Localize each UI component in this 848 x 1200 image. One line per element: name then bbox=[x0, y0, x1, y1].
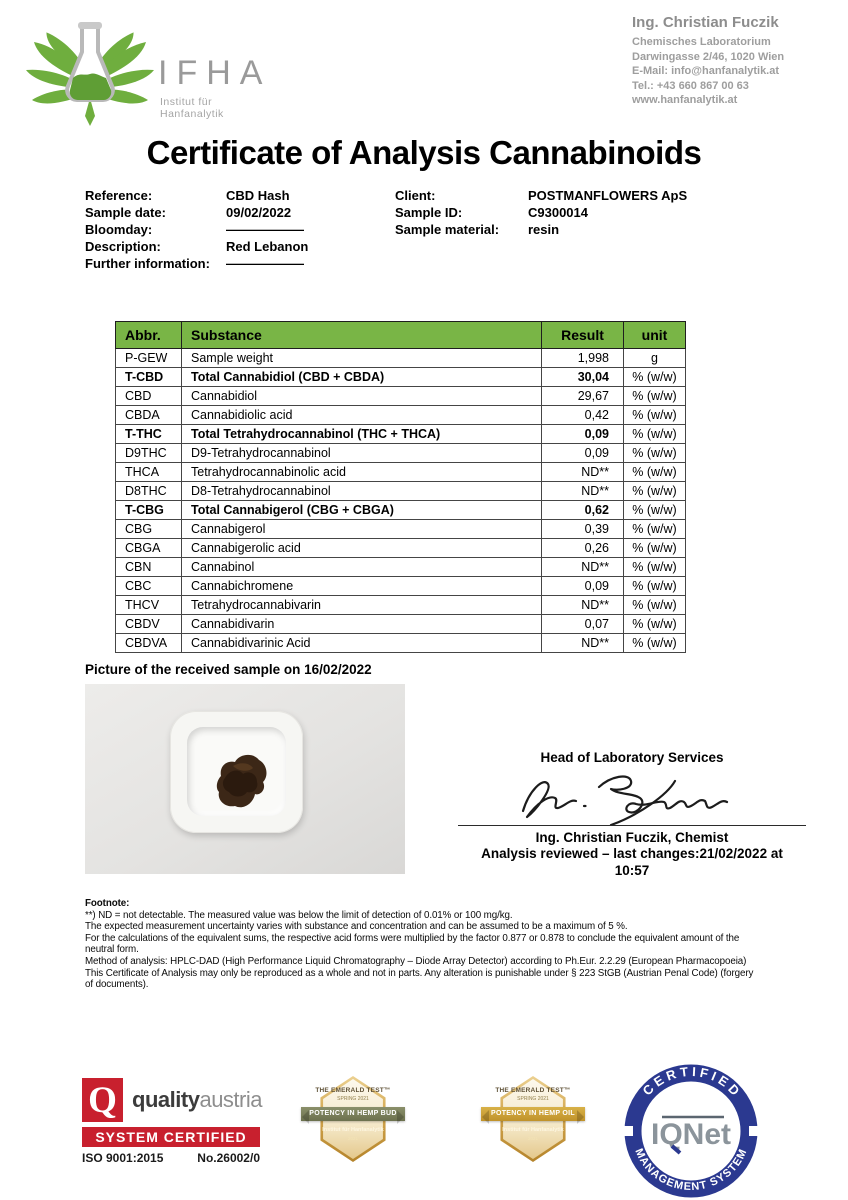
table-row bbox=[116, 558, 686, 577]
cell-res: 0,09 bbox=[542, 577, 624, 596]
cell-unit: % (w/w) bbox=[624, 520, 686, 539]
cell-abbr: CBDVA bbox=[116, 634, 182, 653]
cell-abbr: THCA bbox=[116, 463, 182, 482]
emerald-test-badge-hemp-bud: THE EMERALD TEST™ SPRING 2021 POTENCY IN HEMP BUD Institut für Hanfanalytik 2021 bbox=[301, 1076, 405, 1168]
table-row bbox=[116, 349, 686, 368]
footnote-line: **) ND = not detectable. The measured value was below the limit of detection of 0.01% or 100 mg/kg. bbox=[85, 909, 513, 921]
contact-line: E-Mail: info@hanfanalytik.at bbox=[632, 65, 780, 77]
info-label: Sample date: bbox=[85, 205, 166, 220]
cell-abbr: CBN bbox=[116, 558, 182, 577]
results-table bbox=[115, 321, 686, 653]
cell-sub: Cannabigerol bbox=[182, 520, 542, 539]
table-row bbox=[116, 501, 686, 520]
quality-austria-brand: qualityaustria bbox=[132, 1087, 262, 1112]
signatory-name: Ing. Christian Fuczik, Chemist bbox=[535, 830, 729, 845]
cell-unit: % (w/w) bbox=[624, 463, 686, 482]
cell-res: 0,26 bbox=[542, 539, 624, 558]
table-row bbox=[116, 634, 686, 653]
contact-line: Darwingasse 2/46, 1020 Wien bbox=[632, 50, 785, 63]
table-row bbox=[116, 615, 686, 634]
logo-acronym: IFHA bbox=[158, 54, 272, 92]
cell-sub: Cannabinol bbox=[182, 558, 542, 577]
cell-unit: % (w/w) bbox=[624, 634, 686, 653]
table-row bbox=[116, 520, 686, 539]
cell-abbr: CBDA bbox=[116, 406, 182, 425]
info-label: Description: bbox=[85, 239, 161, 254]
table-row bbox=[116, 577, 686, 596]
contact-line: www.hanfanalytik.at bbox=[632, 94, 738, 106]
emerald-test-badge-hemp-oil: THE EMERALD TEST™ SPRING 2021 POTENCY IN HEMP OIL Institut für Hanfanalytik 2021 bbox=[481, 1076, 585, 1168]
sample-picture-caption: Picture of the received sample on 16/02/2022 bbox=[85, 662, 372, 677]
cell-res: 0,39 bbox=[542, 520, 624, 539]
iqnet-center-text: IQNet bbox=[650, 1118, 732, 1151]
badge-title: THE EMERALD TEST™ bbox=[495, 1087, 571, 1094]
sample-photo bbox=[85, 684, 405, 874]
header-abbr: Abbr. bbox=[116, 322, 182, 349]
cell-abbr: CBGA bbox=[116, 539, 182, 558]
iso-standard: ISO 9001:2015 bbox=[82, 1151, 164, 1165]
cell-unit: % (w/w) bbox=[624, 558, 686, 577]
cell-res: 0,09 bbox=[542, 444, 624, 463]
info-value: CBD Hash bbox=[226, 188, 290, 203]
iqnet-top-text: C E R T I F I E D bbox=[639, 1063, 743, 1099]
cell-abbr: CBD bbox=[116, 387, 182, 406]
review-line-1: Analysis reviewed – last changes:21/02/2022 at bbox=[481, 846, 783, 861]
cell-abbr: T-THC bbox=[116, 425, 182, 444]
cell-sub: Total Cannabigerol (CBG + CBGA) bbox=[182, 501, 542, 520]
cell-sub: Cannabidivarinic Acid bbox=[182, 634, 542, 653]
cell-res: ND** bbox=[542, 634, 624, 653]
hash-sample-image bbox=[213, 752, 271, 814]
cell-abbr: T-CBD bbox=[116, 368, 182, 387]
lab-contact-block bbox=[632, 14, 837, 108]
cell-abbr: P-GEW bbox=[116, 349, 182, 368]
cell-res: 29,67 bbox=[542, 387, 624, 406]
cell-sub: Total Cannabidiol (CBD + CBDA) bbox=[182, 368, 542, 387]
page-title: Certificate of Analysis Cannabinoids bbox=[146, 134, 702, 171]
info-value: resin bbox=[528, 222, 560, 237]
cell-sub: Sample weight bbox=[182, 349, 542, 368]
cell-res: 0,62 bbox=[542, 501, 624, 520]
cell-abbr: D8THC bbox=[116, 482, 182, 501]
table-row bbox=[116, 539, 686, 558]
cell-res: 1,998 bbox=[542, 349, 624, 368]
cell-unit: g bbox=[624, 349, 686, 368]
iqnet-logo bbox=[620, 1060, 762, 1200]
cell-unit: % (w/w) bbox=[624, 368, 686, 387]
table-row bbox=[116, 482, 686, 501]
cell-unit: % (w/w) bbox=[624, 501, 686, 520]
svg-text:MANAGEMENT SYSTEM bbox=[632, 1147, 749, 1193]
info-value: 09/02/2022 bbox=[226, 205, 292, 220]
header-substance: Substance bbox=[182, 322, 542, 349]
cell-abbr: T-CBG bbox=[116, 501, 182, 520]
badge-subtitle: SPRING 2021 bbox=[517, 1096, 549, 1102]
badge-title: THE EMERALD TEST™ bbox=[315, 1087, 391, 1094]
cell-unit: % (w/w) bbox=[624, 444, 686, 463]
info-label: Reference: bbox=[85, 188, 153, 203]
cell-unit: % (w/w) bbox=[624, 425, 686, 444]
info-value: C9300014 bbox=[528, 205, 588, 220]
cell-res: ND** bbox=[542, 596, 624, 615]
signatory-role: Head of Laboratory Services bbox=[540, 750, 724, 765]
badge-footer: Institut für Hanfanalytik bbox=[502, 1127, 564, 1133]
hemp-leaf-flask-icon bbox=[26, 20, 154, 128]
cell-res: 0,07 bbox=[542, 615, 624, 634]
badge-ribbon: POTENCY IN HEMP BUD bbox=[301, 1107, 405, 1121]
info-label: Bloomday: bbox=[85, 222, 153, 237]
info-label: Client: bbox=[395, 188, 436, 203]
contact-line: Chemisches Laboratorium bbox=[632, 36, 771, 48]
iqnet-bottom-text: MANAGEMENT SYSTEM bbox=[632, 1146, 750, 1194]
footnote-line: The expected measurement uncertainty varies with substance and concentration and can be assumed to be a maximum of 5 %. bbox=[85, 921, 628, 933]
cell-sub: Total Tetrahydrocannabinol (THC + THCA) bbox=[182, 425, 542, 444]
cell-unit: % (w/w) bbox=[624, 596, 686, 615]
cell-unit: % (w/w) bbox=[624, 615, 686, 634]
cell-sub: Cannabidiol bbox=[182, 387, 542, 406]
badge-ribbon: POTENCY IN HEMP OIL bbox=[481, 1107, 585, 1121]
table-row bbox=[116, 406, 686, 425]
footnote-line: neutral form. bbox=[85, 944, 139, 956]
cell-abbr: THCV bbox=[116, 596, 182, 615]
cell-unit: % (w/w) bbox=[624, 387, 686, 406]
cell-unit: % (w/w) bbox=[624, 482, 686, 501]
sample-info-right bbox=[395, 187, 687, 238]
cell-unit: % (w/w) bbox=[624, 539, 686, 558]
certificate-number: No.26002/0 bbox=[197, 1151, 260, 1165]
cell-abbr: CBDV bbox=[116, 615, 182, 634]
footnote-line: This Certificate of Analysis may only be reproduced as a whole and not in parts. Any alteration is punishable under § 223 StGB (Austrian Penal Code) (forgery bbox=[85, 967, 754, 979]
signature-image bbox=[507, 767, 757, 825]
cell-unit: % (w/w) bbox=[624, 406, 686, 425]
signature-block bbox=[432, 750, 832, 879]
cell-sub: D8-Tetrahydrocannabinol bbox=[182, 482, 542, 501]
cell-res: ND** bbox=[542, 482, 624, 501]
cell-abbr: CBG bbox=[116, 520, 182, 539]
table-row bbox=[116, 368, 686, 387]
info-value: —————— bbox=[226, 222, 304, 237]
footnote bbox=[85, 898, 785, 991]
table-row bbox=[116, 425, 686, 444]
logo-subtitle: Institut für Hanfanalytik bbox=[160, 96, 224, 120]
table-header-row bbox=[116, 322, 686, 349]
ifha-logo bbox=[26, 20, 276, 130]
header-result: Result bbox=[542, 322, 624, 349]
header-unit: unit bbox=[624, 322, 686, 349]
quality-austria-q-icon: Q bbox=[82, 1078, 123, 1122]
table-row bbox=[116, 596, 686, 615]
cell-sub: Tetrahydrocannabivarin bbox=[182, 596, 542, 615]
cell-sub: Cannabigerolic acid bbox=[182, 539, 542, 558]
table-row bbox=[116, 444, 686, 463]
table-row bbox=[116, 463, 686, 482]
info-value: POSTMANFLOWERS ApS bbox=[528, 188, 688, 203]
cell-res: 0,42 bbox=[542, 406, 624, 425]
review-line-2: 10:57 bbox=[614, 863, 650, 878]
signature-line bbox=[458, 825, 806, 826]
cell-sub: D9-Tetrahydrocannabinol bbox=[182, 444, 542, 463]
cell-sub: Cannabidivarin bbox=[182, 615, 542, 634]
system-certified-bar: SYSTEM CERTIFIED bbox=[82, 1127, 260, 1147]
info-label: Sample ID: bbox=[395, 205, 463, 220]
cell-abbr: D9THC bbox=[116, 444, 182, 463]
quality-austria-logo bbox=[82, 1078, 262, 1165]
cell-res: ND** bbox=[542, 463, 624, 482]
info-value: —————— bbox=[226, 256, 304, 271]
info-label: Sample material: bbox=[395, 222, 500, 237]
cell-res: ND** bbox=[542, 558, 624, 577]
badge-footer: Institut für Hanfanalytik bbox=[322, 1127, 384, 1133]
footnote-line: For the calculations of the equivalent sums, the respective acid forms were multiplied by the factor 0.877 or 0.878 to conclude the equivalent amount of the bbox=[85, 932, 740, 944]
cell-res: 30,04 bbox=[542, 368, 624, 387]
info-label: Further information: bbox=[85, 256, 210, 271]
contact-name: Ing. Christian Fuczik bbox=[632, 14, 779, 31]
cell-unit: % (w/w) bbox=[624, 577, 686, 596]
footnote-line: Method of analysis: HPLC-DAD (High Performance Liquid Chromatography – Diode Array Detector) according to Ph.Eur. 2.2.29 (European Pharmacopoeia) bbox=[85, 955, 747, 967]
sample-info-left bbox=[85, 187, 308, 272]
footnote-title: Footnote: bbox=[85, 898, 130, 909]
contact-line: Tel.: +43 660 867 00 63 bbox=[632, 79, 749, 92]
info-value: Red Lebanon bbox=[226, 239, 309, 254]
cell-abbr: CBC bbox=[116, 577, 182, 596]
badge-subtitle: SPRING 2021 bbox=[337, 1096, 369, 1102]
cell-sub: Cannabidiolic acid bbox=[182, 406, 542, 425]
cell-sub: Cannabichromene bbox=[182, 577, 542, 596]
footnote-line: of documents). bbox=[85, 979, 149, 991]
cell-res: 0,09 bbox=[542, 425, 624, 444]
cell-sub: Tetrahydrocannabinolic acid bbox=[182, 463, 542, 482]
table-row bbox=[116, 387, 686, 406]
